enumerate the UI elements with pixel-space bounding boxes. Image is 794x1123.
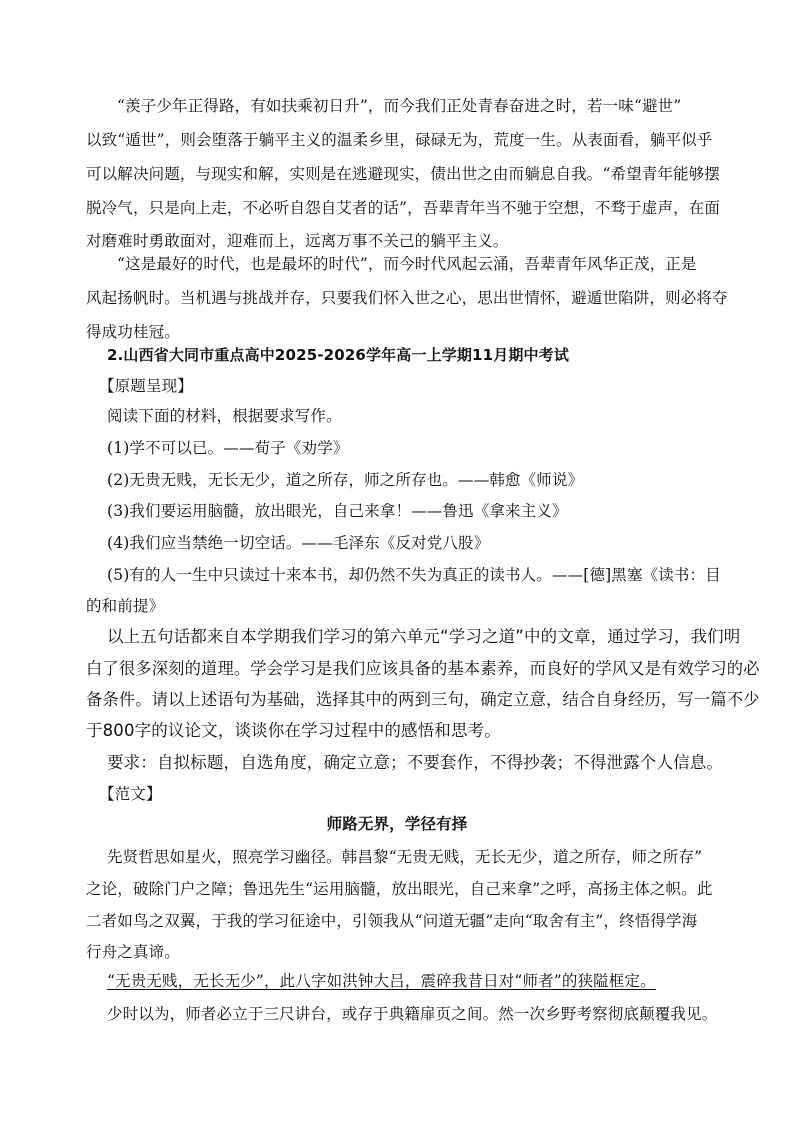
instruction-text: 阅读下面的材料，根据要求写作。 [107,407,342,425]
passage-line: 脱冷气，只是向上走，不必听自怨自艾者的话”，吾辈青年当不驰于空想，不骛于虚声，在面 [86,199,721,217]
quote-item: (1)学不可以已。——荀子《劝学》 [107,439,349,457]
section-heading: 2.山西省大同市重点高中2025-2026学年高一上学期11月期中考试 [107,346,569,364]
passage-line: 对磨难时勇敢面对，迎难而上，远离万事不关己的躺平主义。 [86,232,509,250]
essay-line: 行舟之真谛。 [86,943,180,961]
quote-item: 的和前提》 [86,597,165,615]
passage-line: “这是最好的时代，也是最坏的时代”，而今时代风起云涌，吾辈青年风华正茂，正是 [117,255,697,273]
quote-item: (5)有的人一生中只读过十来本书，却仍然不失为真正的读书人。——[德]黑塞《读书：目 [107,566,721,584]
essay-title: 师路无界，学径有择 [326,815,468,833]
prompt-line: 以上五句话都来自本学期我们学习的第六单元“学习之道”中的文章，通过学习，我们明 [107,627,741,646]
prompt-line: 白了很多深刻的道理。学会学习是我们应该具备的基本素养，而良好的学风又是有效学习的必 [86,659,760,678]
sample-label: 【范文】 [99,785,162,803]
original-label: 【原题呈现】 [99,377,193,395]
essay-line: 二者如鸟之双翼，于我的学习征途中，引领我从“问道无疆”走向“取舍有主”，终悟得学海 [86,912,698,930]
passage-line: 得成功桂冠。 [86,323,180,341]
essay-line: 之论，破除门户之障；鲁迅先生“运用脑髓，放出眼光，自己来拿”之呼，高扬主体之帜。此 [86,880,713,898]
passage-line: 可以解决问题，与现实和解，实则是在逃避现实，债出世之由而躺息自我。“希望青年能够摆 [86,165,721,183]
prompt-line: 于800字的议论文，谈谈你在学习过程中的感悟和思考。 [86,721,501,740]
quote-item: (3)我们要运用脑髓，放出眼光，自己来拿！——鲁迅《拿来主义》 [107,502,568,520]
essay-underlined-line: “无贵无贱，无长无少”，此八字如洪钟大吕，震碎我昔日对“师者”的狭隘框定。 [107,972,656,990]
quote-item: (4)我们应当禁绝一切空话。——毛泽东《反对党八股》 [107,534,490,552]
passage-line: 风起扬帆时。当机遇与挑战并存，只要我们怀入世之心，思出世情怀，避遁世陷阱，则必将夺 [86,289,728,307]
essay-line: 先贤哲思如星火，照亮学习幽径。韩昌黎“无贵无贱，无长无少，道之所存，师之所存” [107,848,703,866]
requirements-line: 要求：自拟标题，自选角度，确定立意；不要套作，不得抄袭；不得泄露个人信息。 [107,753,724,772]
passage-line: 以致“遁世”，则会堕落于躺平主义的温柔乡里，碌碌无为，荒度一生。从表面看，躺平似乎 [86,131,713,149]
passage-line: “羡子少年正得路，有如扶乘初日升”，而今我们正处青春奋进之时，若一味“避世” [117,97,682,115]
quote-item: (2)无贵无贱，无长无少，道之所存，师之所存也。——韩愈《师说》 [107,471,584,489]
prompt-line: 备条件。请以上述语句为基础，选择其中的两到三句，确定立意，结合自身经历，写一篇不少 [86,690,760,709]
essay-line: 少时以为，师者必立于三尺讲台，或存于典籍扉页之间。然一次乡野考察彻底颠覆我见。 [107,1005,718,1023]
